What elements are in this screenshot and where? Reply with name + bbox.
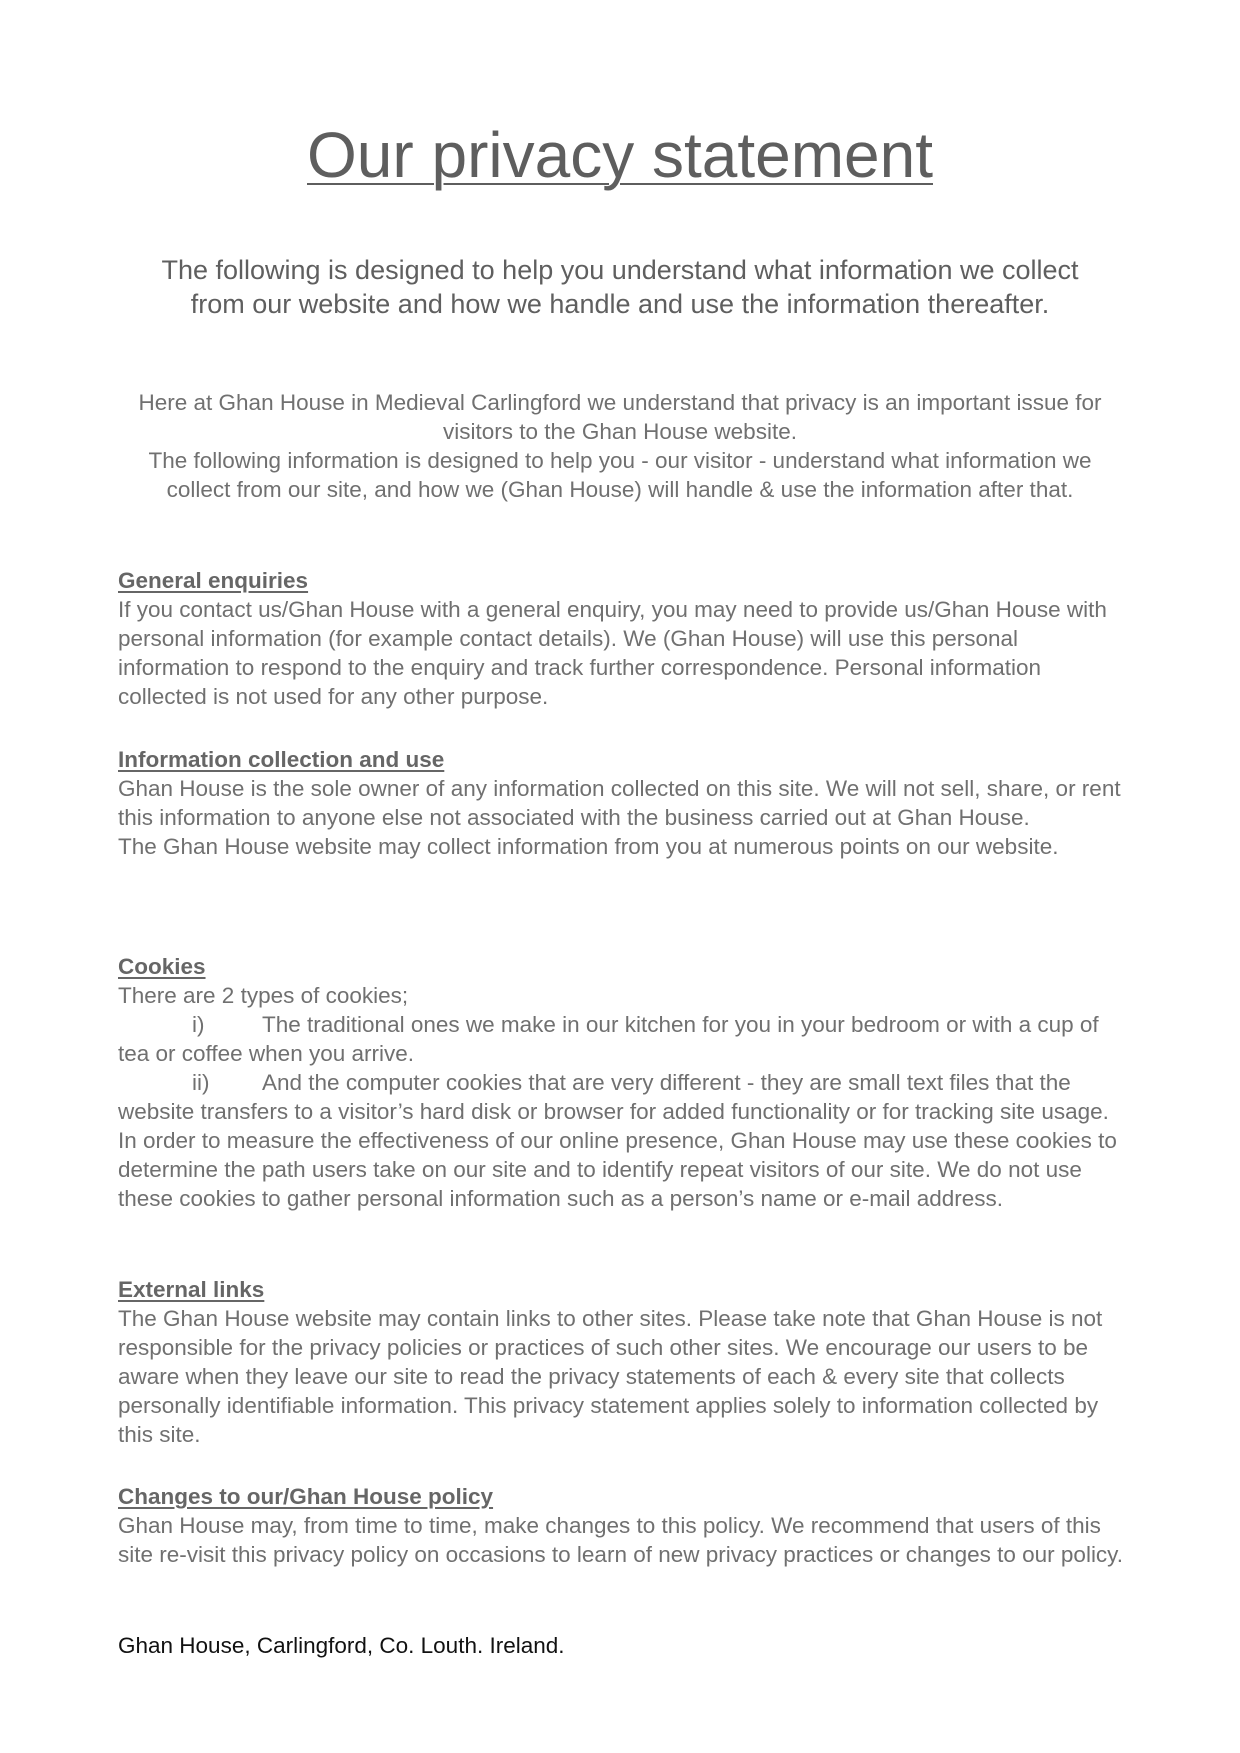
section-heading: Cookies [118,954,206,979]
section-text: The Ghan House website may collect information from you at numerous points on our website. [118,834,1059,859]
section-text: Ghan House is the sole owner of any information collected on this site. We will not sell, share, or rent this information to anyone else not associated with the business carried out at Ghan House. [118,776,1121,830]
intro-body-line: The following information is designed to help you - our visitor - understand what information we collect from our site, and how we (Ghan House) will handle & use the information after that. [148,448,1092,502]
section-general-enquiries [118,566,1128,711]
list-item-text: The traditional ones we make in our kitchen for you in your bedroom or with a cup of tea or coffee when you arrive. [118,1012,1099,1066]
intro-body-paragraph [118,388,1122,504]
section-heading: Information collection and use [118,747,445,772]
section-policy-changes [118,1482,1128,1569]
section-cookies [118,952,1128,1213]
section-external-links [118,1275,1128,1449]
footer-address: Ghan House, Carlingford, Co. Louth. Ireland. [118,1633,565,1658]
intro-body-line: Here at Ghan House in Medieval Carlingford we understand that privacy is an important issue for visitors to the Ghan House website. [138,390,1102,444]
list-item [118,1010,1128,1068]
section-information-collection [118,745,1128,861]
section-heading: General enquiries [118,568,309,593]
list-item [118,1068,1128,1213]
section-heading: Changes to our/Ghan House policy [118,1484,494,1509]
page-title: Our privacy statement [307,119,933,191]
list-marker: i) [192,1012,205,1037]
section-text: If you contact us/Ghan House with a general enquiry, you may need to provide us/Ghan House with personal information (for example contact details). We (Ghan House) will use this personal information to respond to the enquiry and track further correspondence. Personal information collected is not used for any other purpose. [118,597,1107,709]
list-item-text: And the computer cookies that are very different - they are small text files that the website transfers to a visitor’s hard disk or browser for added functionality or for tracking site usage. In order to measure the effectiveness of our online presence, Ghan House may use these cookies to determine the path users take on our site and to identify repeat visitors of our site. We do not use these cookies to gather personal information such as a person’s name or e-mail address. [118,1070,1117,1211]
intro-lead-paragraph: The following is designed to help you understand what information we collect from our website and how we handle and use the information thereafter. [161,255,1079,319]
list-marker: ii) [192,1070,210,1095]
section-text: Ghan House may, from time to time, make changes to this policy. We recommend that users of this site re-visit this privacy policy on occasions to learn of new privacy practices or changes to our policy. [118,1513,1124,1567]
section-text: There are 2 types of cookies; [118,983,409,1008]
section-heading: External links [118,1277,265,1302]
section-text: The Ghan House website may contain links to other sites. Please take note that Ghan House is not responsible for the privacy policies or practices of such other sites. We encourage our users to be aware when they leave our site to read the privacy statements of each & every site that collects personally identifiable information. This privacy statement applies solely to information collected by this site. [118,1306,1103,1447]
